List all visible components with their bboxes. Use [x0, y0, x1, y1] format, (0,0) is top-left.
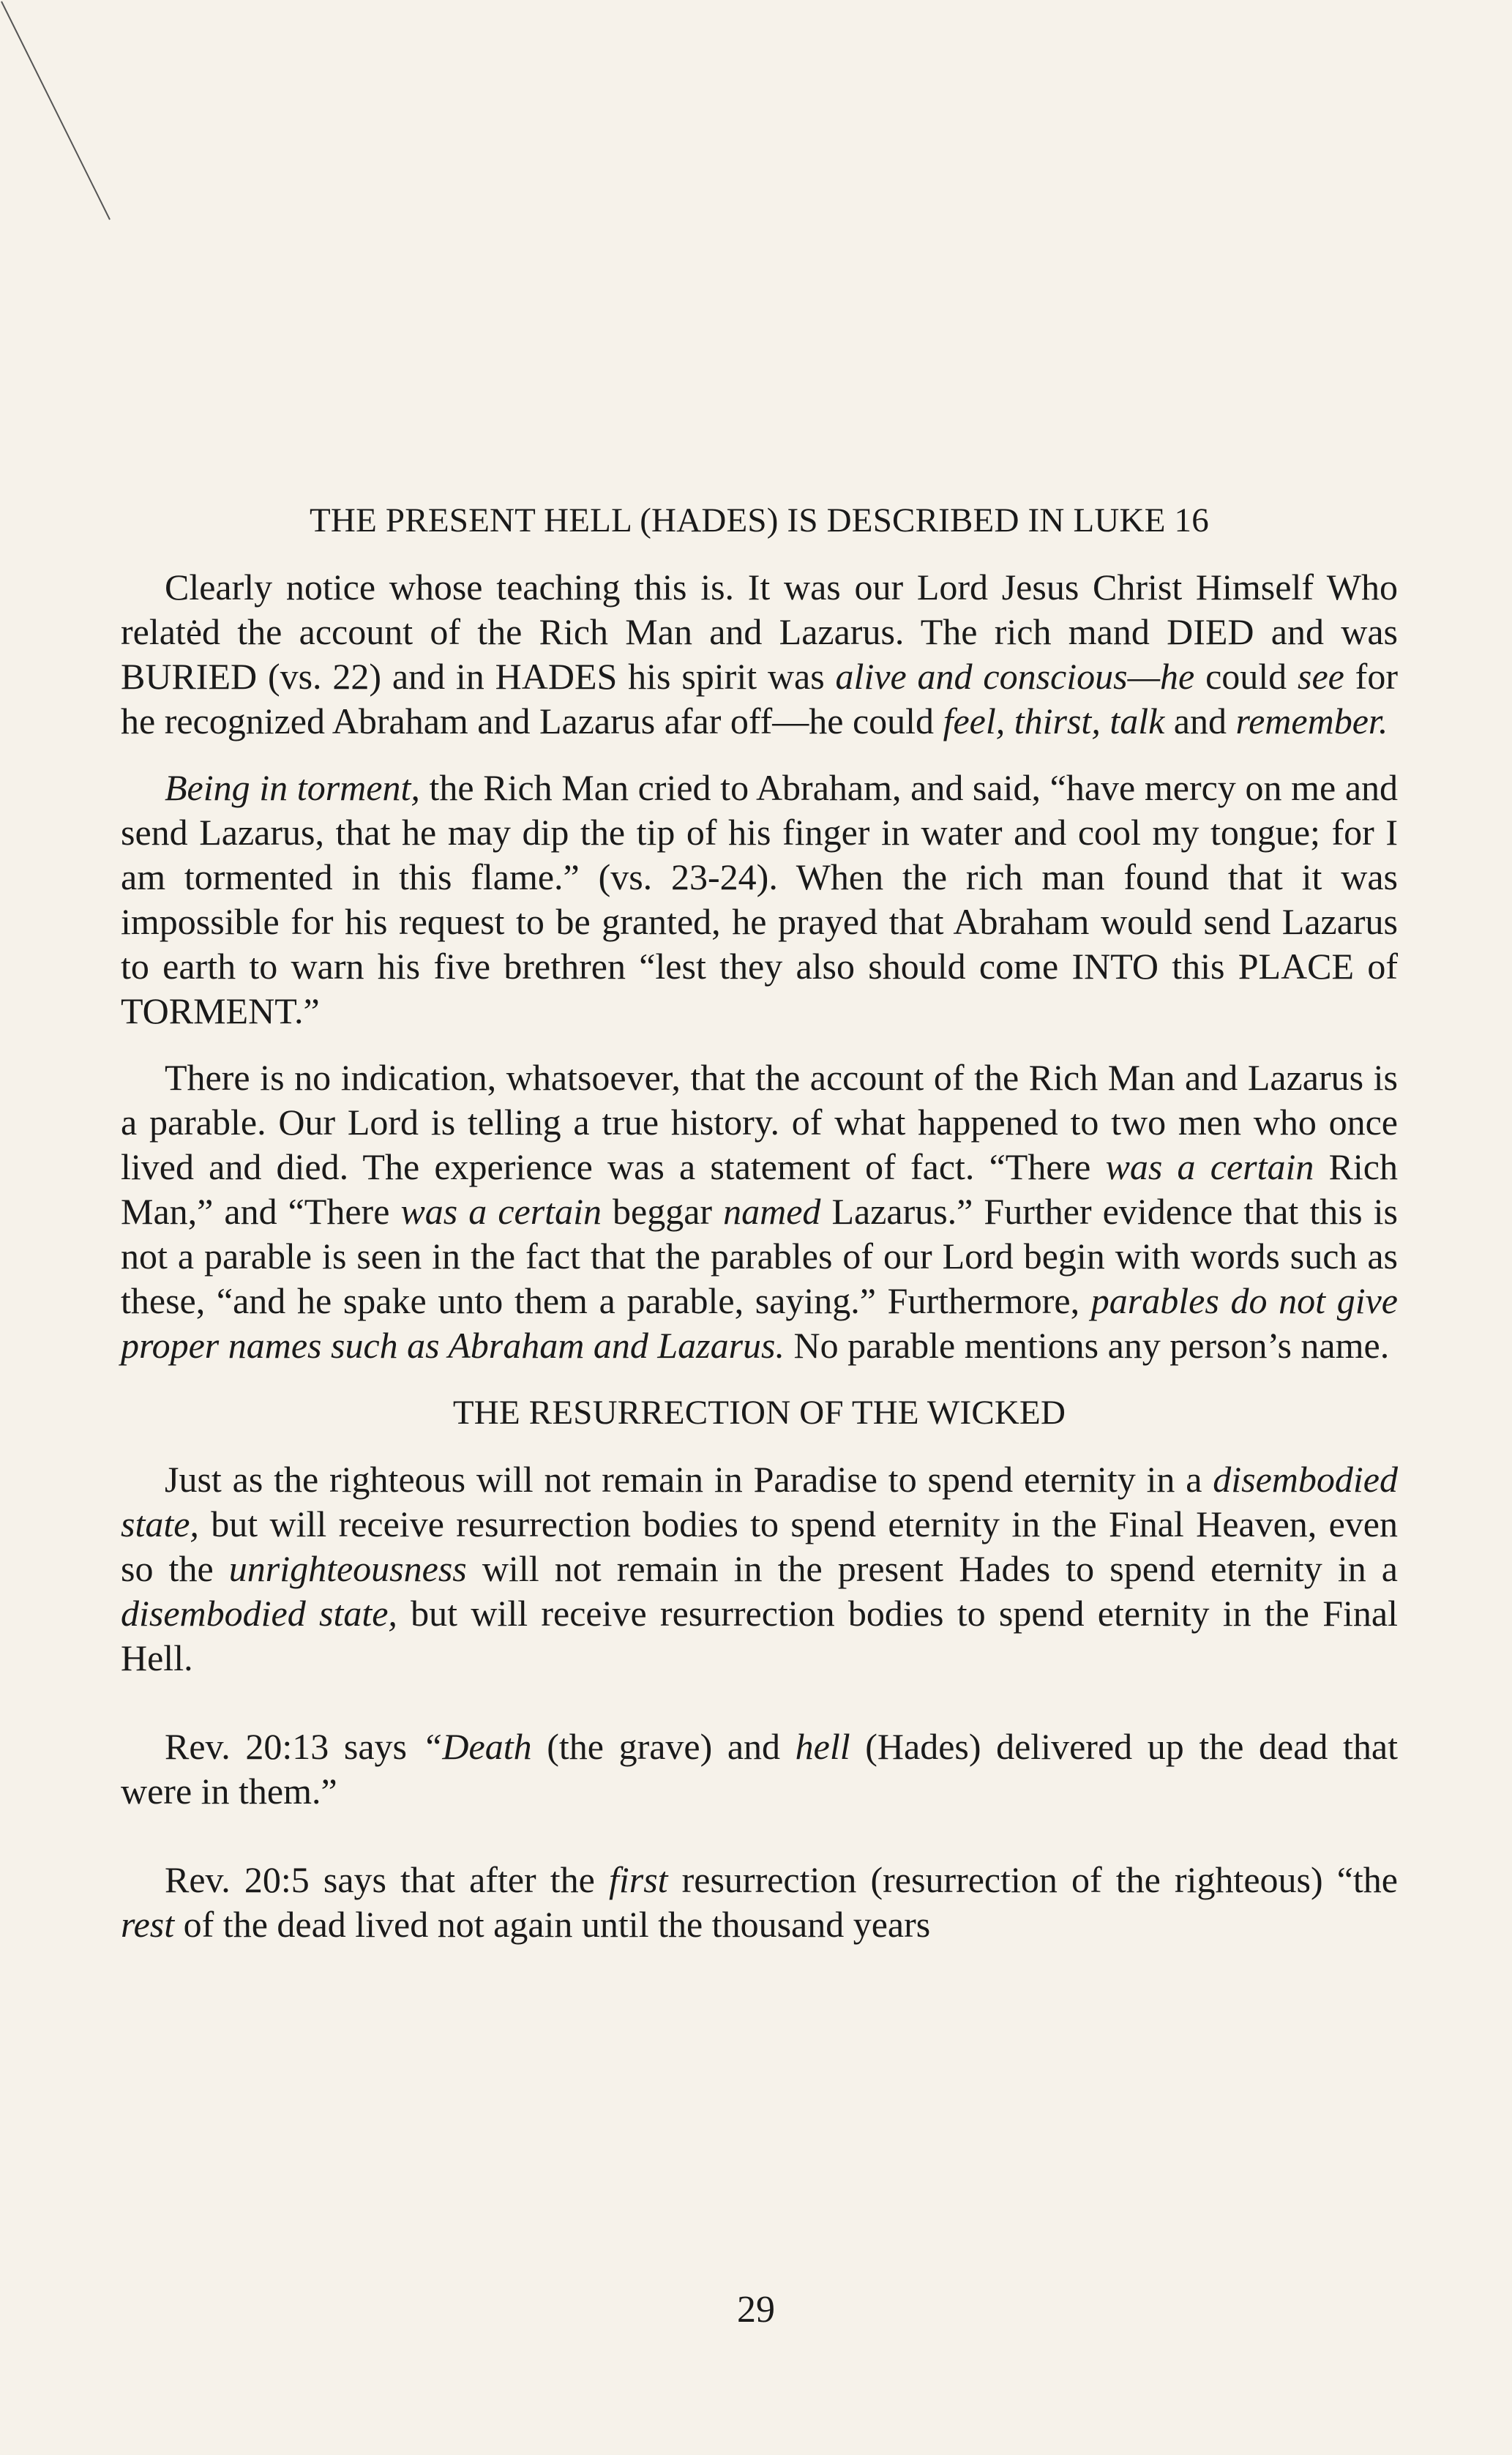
text-run: resurrection (resurrection of the righteous) “the — [667, 1859, 1398, 1900]
italic-text: disembodied state, — [121, 1459, 1398, 1544]
paragraph-rev-20-13 — [121, 1725, 1398, 1814]
text-run: No parable mentions any person’s name. — [785, 1325, 1390, 1366]
paragraph-clearly-notice — [121, 565, 1398, 744]
italic-text: hell — [795, 1726, 850, 1767]
text-run: There is no indication, whatsoever, that the account of the Rich Man and Lazarus is a parable. Our Lord is telling a true history. of what happened to two men who once lived and died. The experience was a statement of fact. “There — [121, 1057, 1398, 1187]
text-run: could — [1194, 656, 1298, 697]
text-run: beggar — [601, 1191, 724, 1232]
text-run: the Rich Man cried to Abraham, and said, “have mercy on me and send Lazarus, that he may dip the tip of his finger in water and cool my tongue; for I am tormented in this flame.” (vs. 23-24). When the rich man found that it was impossible for his request to be granted, he prayed that Abraham would send Lazarus to earth to warn his five brethren “lest they also should come INTO this PLACE of TORMENT.” — [121, 767, 1399, 1031]
italic-text: first — [608, 1859, 668, 1900]
page-corner-crease — [0, 0, 146, 234]
italic-text: see — [1298, 656, 1344, 697]
italic-text: feel, thirst, talk — [943, 700, 1165, 741]
page-number: 29 — [737, 2289, 775, 2331]
italic-text: named — [723, 1191, 821, 1232]
italic-text: parables do not give proper names such as Abraham and Lazarus. — [121, 1280, 1399, 1366]
text-run: (Hades) delivered up the dead that were in them.” — [121, 1726, 1398, 1812]
italic-text: was a certain — [400, 1191, 602, 1232]
text-run: for he recognized Abraham and Lazarus afar off—he could — [121, 656, 1398, 741]
paragraph-just-as — [121, 1457, 1398, 1681]
text-run: but will receive resurrection bodies to spend eternity in the Final Hell. — [121, 1593, 1398, 1678]
text-run: Clearly notice whose teaching this is. It was our Lord Jesus Christ Himself Who relatėd the account of the Rich Man and Lazarus. The rich mand DIED and was BURIED (vs. 22) and in HADES his spirit was — [121, 567, 1398, 697]
italic-text: Being in torment, — [165, 767, 420, 808]
paragraph-rev-20-5 — [121, 1858, 1398, 1947]
italic-text: unrighteousness — [228, 1548, 467, 1589]
section-heading-present-hell: THE PRESENT HELL (HADES) IS DESCRIBED IN LUKE 16 — [310, 501, 1209, 539]
text-run: but will receive resurrection bodies to spend eternity in the Final Heaven, even so the — [121, 1503, 1398, 1589]
italic-text: alive and conscious—he — [835, 656, 1195, 697]
paragraph-being-in-torment — [121, 766, 1398, 1034]
page-content — [121, 498, 1398, 1947]
section-heading-resurrection: THE RESURRECTION OF THE WICKED — [452, 1394, 1066, 1432]
text-run: and — [1164, 700, 1236, 741]
text-run: Lazarus.” Further evidence that this is not a parable is seen in the fact that the parables of our Lord begin with words such as these, “and he spake unto them a parable, saying.” Furthermore, — [121, 1191, 1398, 1321]
italic-text: “Death — [422, 1726, 532, 1767]
text-run: Rev. 20:13 says — [165, 1726, 422, 1767]
text-run: of the dead lived not again until the thousand years — [174, 1904, 931, 1945]
text-run: Rev. 20:5 says that after the — [165, 1859, 609, 1900]
text-run: will not remain in the present Hades to spend eternity in a — [466, 1548, 1398, 1589]
paragraph-no-indication — [121, 1055, 1398, 1368]
italic-text: rest — [121, 1904, 175, 1945]
italic-text: remember. — [1235, 700, 1388, 741]
text-run: Rich Man,” and “There — [121, 1146, 1398, 1232]
italic-text: was a certain — [1105, 1146, 1314, 1187]
italic-text: disembodied state, — [121, 1593, 397, 1634]
text-run: Just as the righteous will not remain in Paradise to spend eternity in a — [165, 1459, 1213, 1500]
text-run: (the grave) and — [531, 1726, 796, 1767]
